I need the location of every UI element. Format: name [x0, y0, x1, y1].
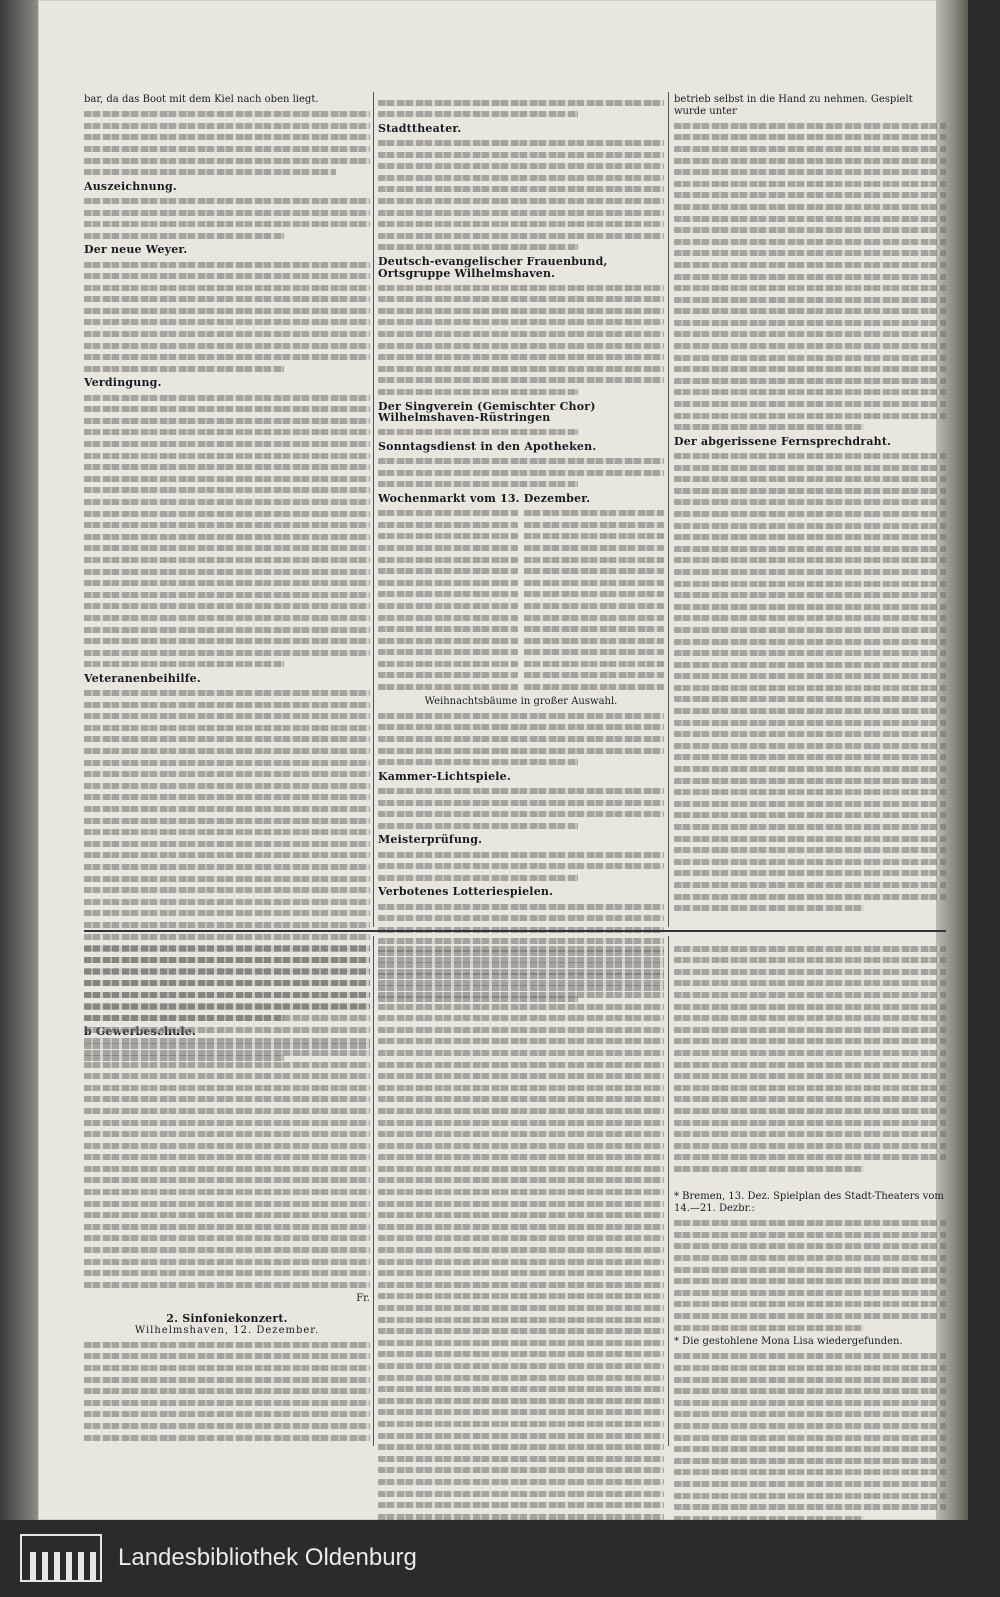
heading-frauenbund: Deutsch-evangelischer Frauenbund, Ortsgruppe Wilhelmshaven. [378, 254, 608, 280]
heading-verdingung: Verdingung. [84, 376, 162, 390]
lower-column-1 [84, 940, 370, 1446]
library-name: Landesbibliothek Oldenburg [118, 1544, 417, 1571]
feuilleton-signature: Fr. [356, 1293, 370, 1305]
heading-neuer-weyer: Der neue Weyer. [84, 243, 188, 257]
column-rule-4 [668, 936, 669, 1446]
column-rule-2 [668, 92, 669, 927]
heading-auszeichnung: Auszeichnung. [84, 179, 177, 193]
column-rule-3 [373, 936, 374, 1446]
concert-dateline: Wilhelmshaven, 12. Dezember. [134, 1324, 320, 1336]
col1-opening-line: bar, da das Boot mit dem Kiel nach oben liegt. [84, 94, 319, 105]
upper-column-3 [674, 94, 946, 917]
heading-veteranenbeihilfe: Veteranenbeihilfe. [84, 671, 201, 685]
heading-kammer-lichtspiele: Kammer-Lichtspiele. [378, 769, 511, 783]
viewer-footer [0, 1520, 1000, 1597]
col3-opening-line: betrieb selbst in die Hand zu nehmen. Gespielt wurde unter [674, 94, 913, 117]
market-price-table [378, 505, 664, 696]
bremen-lead: * Bremen, 13. Dez. Spielplan des Stadt-Theaters vom 14.—21. Dezbr.: [674, 1191, 944, 1215]
heading-apotheken: Sonntagsdienst in den Apotheken. [378, 440, 597, 453]
library-logo-icon [20, 1534, 102, 1582]
newspaper-page [38, 0, 968, 1520]
mona-lisa-lead: * Die gestohlene Mona Lisa wiedergefunden. [674, 1336, 903, 1348]
heading-singverein: Der Singverein (Gemischter Chor) Wilhelmshaven-Rüstringen [378, 399, 596, 425]
column-rule-1 [373, 92, 374, 927]
heading-lotteriespielen: Verbotenes Lotteriespielen. [378, 885, 554, 899]
lower-column-2 [378, 940, 664, 1537]
feuilleton-divider [84, 930, 946, 932]
page-shadow-left [0, 0, 38, 1520]
heading-meisterpruefung: Meisterprüfung. [378, 833, 483, 847]
heading-stadttheater: Stadttheater. [378, 121, 462, 135]
lower-column-3 [674, 940, 946, 1527]
market-note: Weihnachtsbäume in großer Auswahl. [424, 695, 618, 707]
market-title: Wochenmarkt vom 13. Dezember. [378, 491, 591, 505]
heading-fernsprechdraht: Der abgerissene Fernsprechdraht. [674, 434, 892, 448]
upper-column-1 [84, 94, 370, 1067]
concert-title: 2. Sinfoniekonzert. [166, 1312, 288, 1325]
upper-column-2 [378, 94, 664, 1008]
